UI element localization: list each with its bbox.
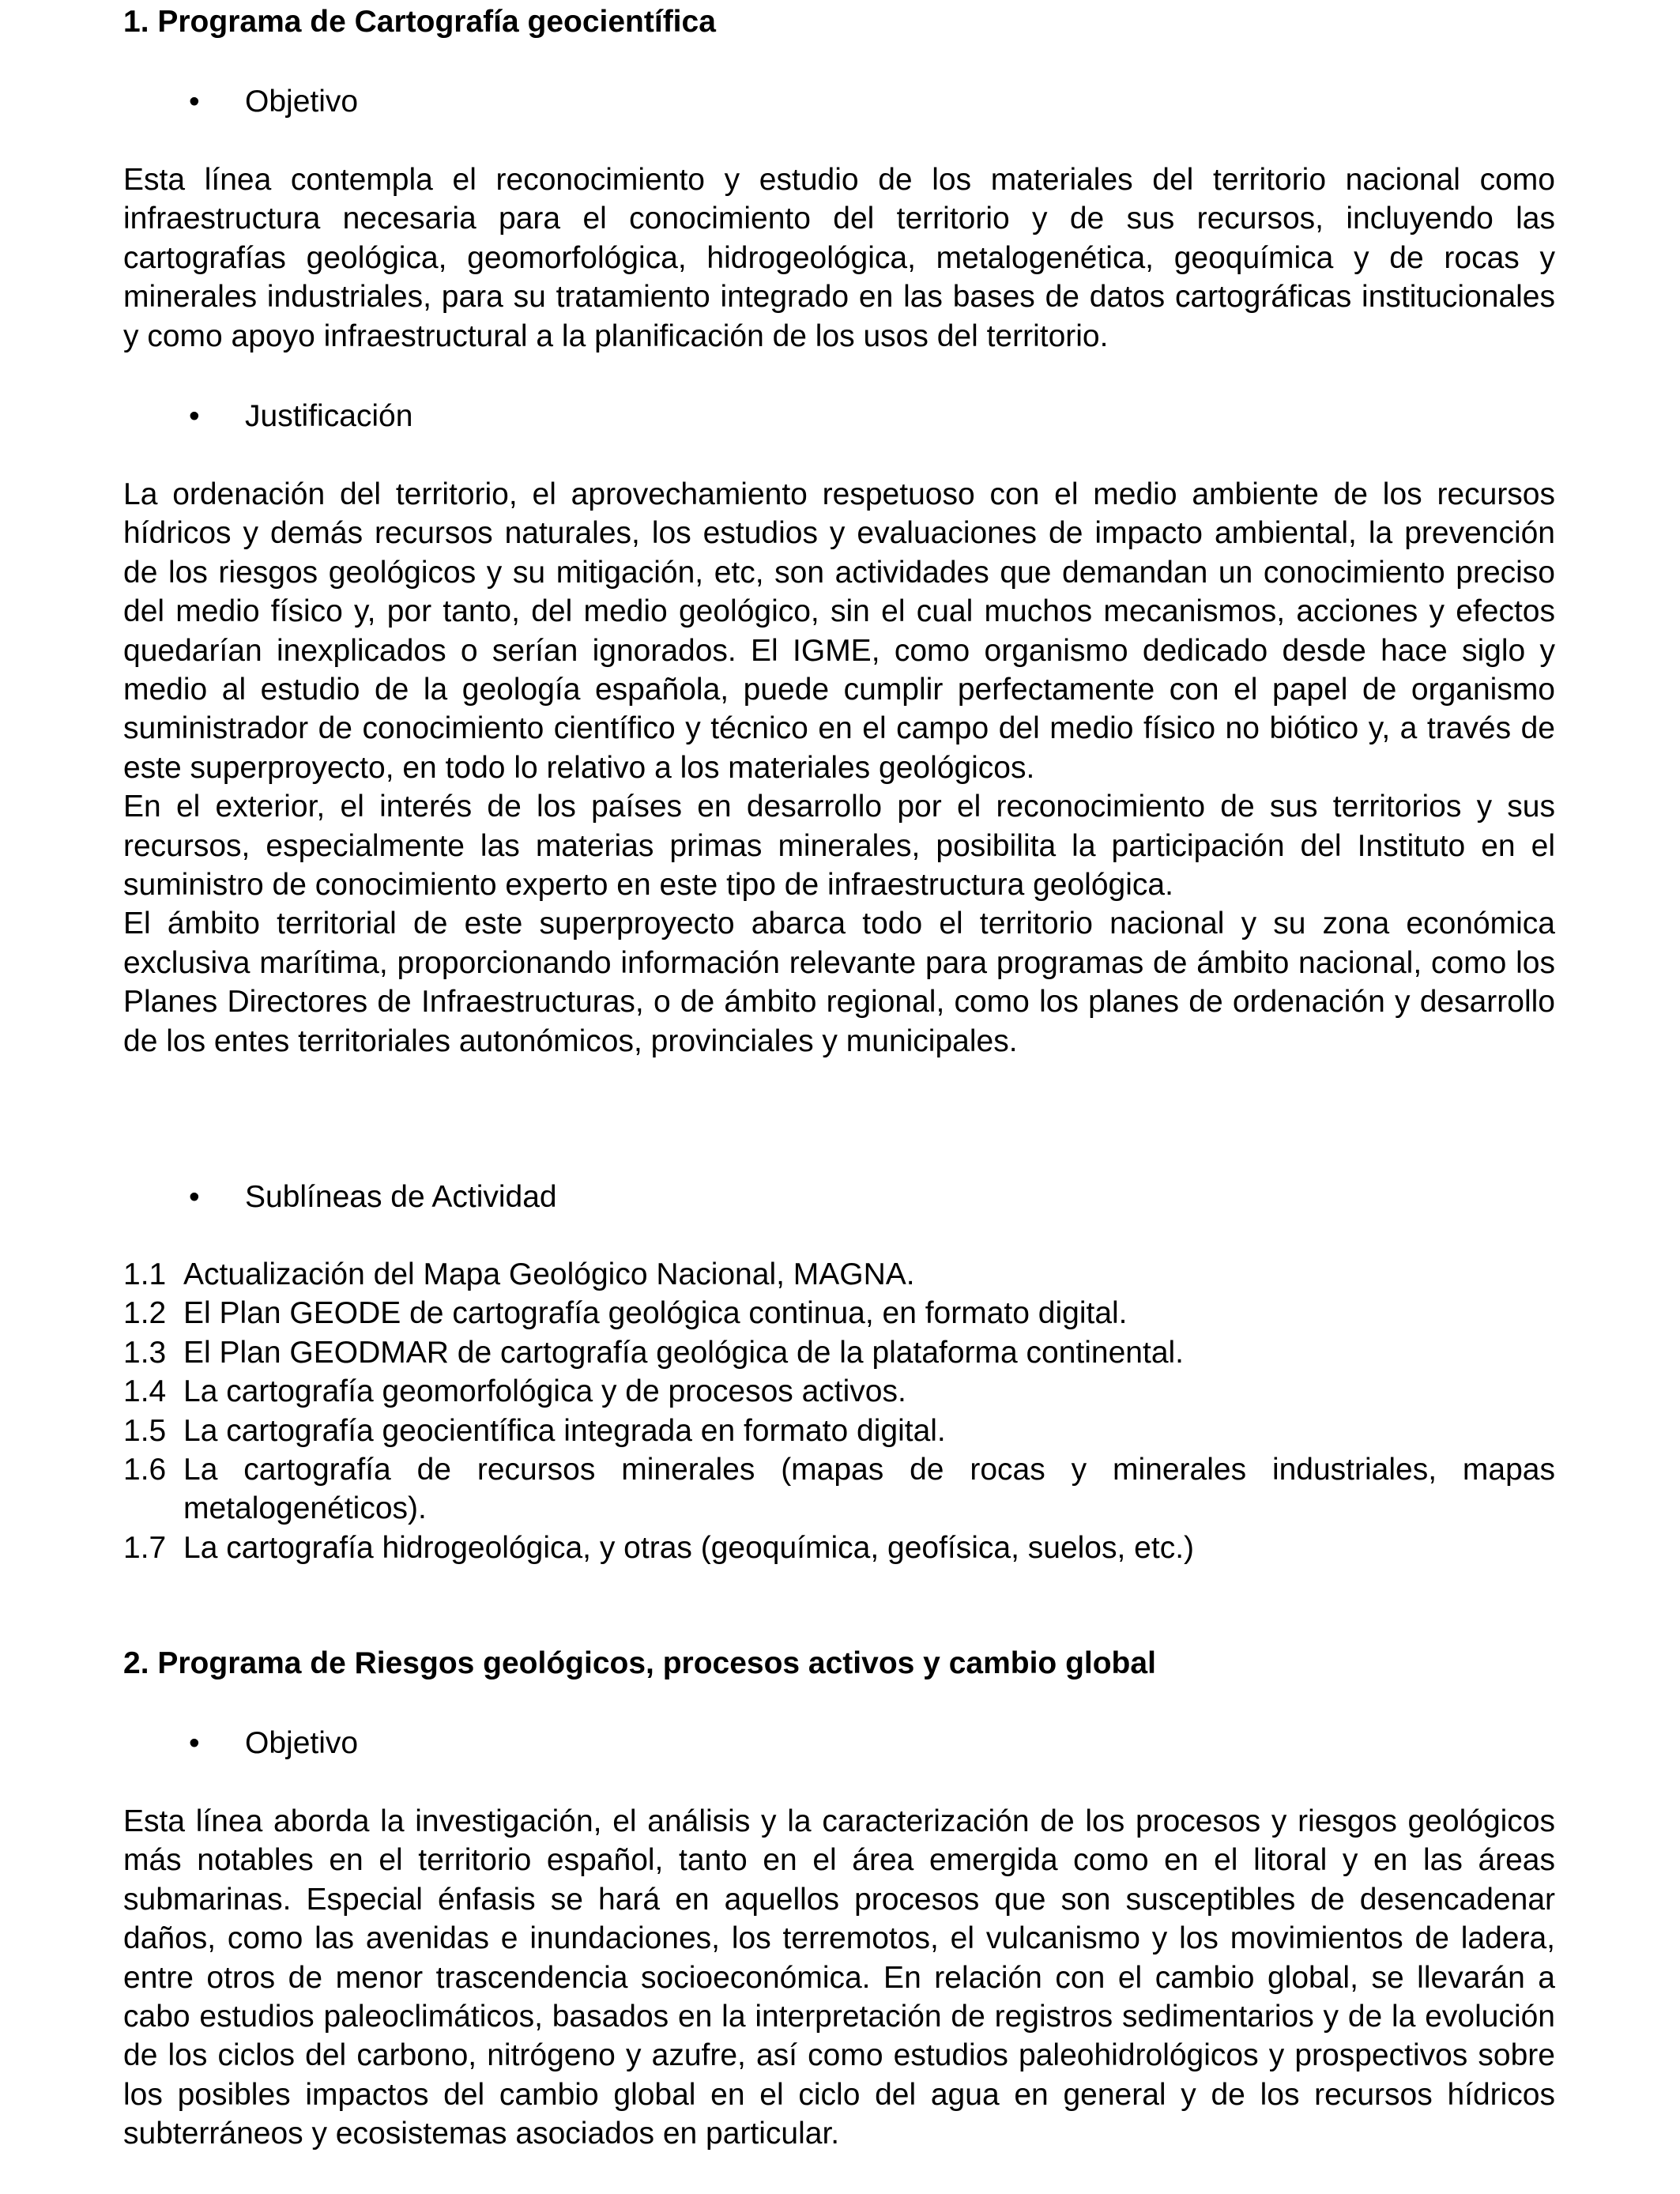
list-item-text: La cartografía geocientífica integrada en formato digital. [183, 1413, 946, 1448]
list-item [123, 1412, 1555, 1450]
list-item [123, 1294, 1555, 1333]
section-2-title: 2. Programa de Riesgos geológicos, procesos activos y cambio global [123, 1646, 1156, 1680]
section-1-sublineas-heading [123, 1178, 1555, 1217]
list-item [123, 1529, 1555, 1567]
list-item-text: La cartografía geomorfológica y de procesos activos. [183, 1374, 906, 1409]
section-2-objetivo-heading [123, 1724, 1555, 1763]
section-1-objetivo-heading [123, 82, 1555, 122]
bullet-label: Sublíneas de Actividad [245, 1180, 557, 1214]
list-item-number: 1.5 [123, 1413, 167, 1448]
bullet-icon: • [189, 1726, 200, 1760]
justificacion-paragraph-2: En el exterior, el interés de los países en desarrollo por el reconocimiento de sus territorios y sus recursos, especialmente las materias primas minerales, posibilita la participación del Instituto en el suministro de conocimiento experto en este tipo de infraestructura geológica. [123, 790, 1555, 903]
section-1-objetivo-text: Esta línea contempla el reconocimiento y estudio de los materiales del territorio nacional como infraestructura necesaria para el conocimiento del territorio y de sus recursos, incluyendo las cartografías geológica, geomorfológica, hidrogeológica, metalogenética, geoquímica y de rocas y minerales industriales, para su tratamiento integrado en las bases de datos cartográficas institucionales y como apoyo infraestructural a la planificación de los usos del territorio. [123, 163, 1555, 353]
justificacion-paragraph-3: El ámbito territorial de este superproyecto abarca todo el territorio nacional y su zona económica exclusiva marítima, proporcionando información relevante para programas de ámbito nacional, como los Planes Directores de Infraestructuras, o de ámbito regional, como los planes de ordenación y desarrollo de los entes territoriales autonómicos, provinciales y municipales. [123, 907, 1555, 1058]
list-item-text: El Plan GEODMAR de cartografía geológica de la plataforma continental. [183, 1335, 1185, 1370]
section-2-objetivo-text: Esta línea aborda la investigación, el análisis y la caracterización de los procesos y riesgos geológicos más notables en el territorio español, tanto en el área emergida como en el litoral y en las áreas submarinas. Especial énfasis se hará en aquellos procesos que son susceptibles de desencadenar daños, como las avenidas e inundaciones, los terremotos, el vulcanismo y los movimientos de ladera, entre otros de menor trascendencia socioeconómica. En relación con el cambio global, se llevarán a cabo estudios paleoclimáticos, basados en la interpretación de registros sedimentarios y de la evolución de los ciclos del carbono, nitrógeno y azufre, así como estudios paleohidrológicos y prospectivos sobre los posibles impactos del cambio global en el ciclo del agua en general y de los recursos hídricos subterráneos y ecosistemas asociados en particular. [123, 1804, 1555, 2151]
section-1-justificacion-body [123, 475, 1555, 1061]
list-item-number: 1.4 [123, 1374, 167, 1409]
bullet-label: Justificación [245, 399, 413, 433]
bullet-icon: • [189, 1180, 200, 1214]
bullet-label: Objetivo [245, 85, 359, 119]
list-item-text: La cartografía de recursos minerales (mapas de rocas y minerales industriales, mapas metalogenéticos). [183, 1453, 1555, 1526]
list-item [123, 1255, 1555, 1294]
list-item-number: 1.2 [123, 1296, 167, 1331]
section-1-justificacion-heading [123, 397, 1555, 436]
list-item-number: 1.6 [123, 1453, 167, 1487]
list-item [123, 1372, 1555, 1411]
bullet-icon: • [189, 399, 200, 433]
list-item [123, 1333, 1555, 1372]
list-item-text: La cartografía hidrogeológica, y otras (geoquímica, geofísica, suelos, etc.) [183, 1530, 1195, 1565]
list-item-number: 1.1 [123, 1257, 167, 1291]
list-item-text: El Plan GEODE de cartografía geológica continua, en formato digital. [183, 1296, 1128, 1331]
bullet-icon: • [189, 85, 200, 119]
justificacion-paragraph-1: La ordenación del territorio, el aprovechamiento respetuoso con el medio ambiente de los recursos hídricos y demás recursos naturales, los estudios y evaluaciones de impacto ambiental, la prevención de los riesgos geológicos y su mitigación, etc, son actividades que demandan un conocimiento preciso del medio físico y, por tanto, del medio geológico, sin el cual muchos mecanismos, acciones y efectos quedarían inexplicados o serían ignorados. El IGME, como organismo dedicado desde hace siglo y medio al estudio de la geología española, puede cumplir perfectamente con el papel de organismo suministrador de conocimiento científico y técnico en el campo del medio físico no biótico y, a través de este superproyecto, en todo lo relativo a los materiales geológicos. [123, 477, 1555, 785]
sublineas-list [123, 1255, 1555, 1567]
list-item-number: 1.3 [123, 1335, 167, 1370]
list-item [123, 1450, 1555, 1529]
list-item-text: Actualización del Mapa Geológico Nacional, MAGNA. [183, 1257, 915, 1291]
bullet-label: Objetivo [245, 1726, 359, 1760]
section-1-title: 1. Programa de Cartografía geocientífica [123, 5, 716, 39]
list-item-number: 1.7 [123, 1530, 167, 1565]
